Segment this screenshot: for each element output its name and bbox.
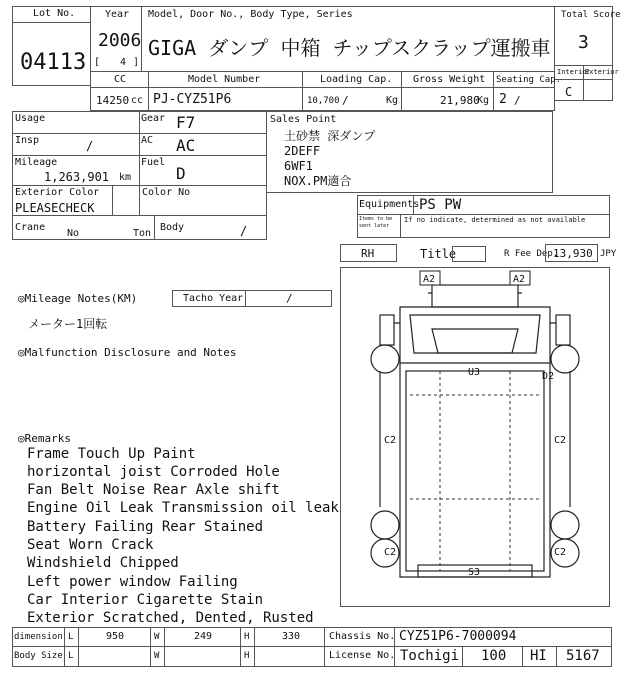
spec-div-2 <box>302 71 303 111</box>
sales-point-line-4: NOX.PM適合 <box>284 174 352 188</box>
mark-c2-right-low: C2 <box>554 547 567 558</box>
fuel-label: Fuel <box>141 157 166 168</box>
spec-div-4 <box>493 71 494 111</box>
crane-col <box>154 215 155 240</box>
rear-left-wheel-1 <box>371 511 399 539</box>
sales-point-label: Sales Point <box>270 114 337 125</box>
mark-a2-left: A2 <box>423 274 436 285</box>
tacho-label: Tacho Year <box>183 293 244 304</box>
dimension-label: dimension <box>14 632 63 642</box>
crane-unit: Ton <box>133 228 152 239</box>
dim-l-label: L <box>68 632 74 642</box>
license-label: License No. <box>329 650 396 661</box>
size-w-label: W <box>154 651 160 661</box>
sales-point-line-1: 土砂禁 深ダンプ <box>284 129 376 143</box>
cc-label: CC <box>114 74 127 85</box>
body-label: Body <box>160 222 185 233</box>
dim-col-7 <box>324 627 325 667</box>
mark-c2-left-low: C2 <box>384 547 397 558</box>
mileage-notes-label: ◎Mileage Notes(KM) <box>18 292 138 305</box>
items-later-note: If no indicate, determined as not available <box>404 216 586 224</box>
remark-1: Frame Touch Up Paint <box>27 446 196 462</box>
loading-cap: 10,700 <box>307 96 340 106</box>
dim-col-3 <box>150 627 151 667</box>
crane: No <box>67 228 80 239</box>
chassis-label: Chassis No. <box>329 631 396 642</box>
insp-label: Insp <box>15 135 40 146</box>
usage-label: Usage <box>15 113 46 124</box>
dim-col-2 <box>78 627 79 667</box>
total-score-label: Total Score <box>561 10 621 20</box>
mileage-note: メーター1回転 <box>28 317 108 331</box>
remark-9: Car Interior Cigarette Stain <box>27 592 264 608</box>
dim-col-6 <box>254 627 255 667</box>
lic-col-1 <box>462 646 463 667</box>
truck-diagram <box>340 267 610 607</box>
total-score: 3 <box>578 32 589 53</box>
seating-cap: 2 <box>499 92 507 107</box>
license-number: 5167 <box>566 648 600 664</box>
year-value: 2006 <box>98 30 142 51</box>
details-col <box>139 111 140 216</box>
mark-c2-right-mid: C2 <box>554 435 567 446</box>
tacho-value: / <box>286 292 293 305</box>
items-later-label-2: sent later <box>359 223 390 229</box>
dim-l: 950 <box>106 631 125 642</box>
insp: / <box>86 139 94 153</box>
lic-col-2 <box>522 646 523 667</box>
gross-weight-label: Gross Weight <box>413 74 486 85</box>
front-left-wheel <box>371 345 399 373</box>
dim-w-label: W <box>154 632 160 642</box>
color-no-label: Color No <box>142 187 191 198</box>
remark-4: Engine Oil Leak Transmission oil leak <box>27 500 339 516</box>
exterior-label: Exterior <box>585 68 619 76</box>
cc-value: 14250 <box>96 94 130 107</box>
spec-div-3 <box>401 71 402 111</box>
tacho-divider <box>245 290 246 307</box>
remark-7: Windshield Chipped <box>27 555 179 571</box>
gear: F7 <box>176 113 196 132</box>
remark-5: Battery Failing Rear Stained <box>27 519 264 535</box>
size-l-label: L <box>68 651 74 661</box>
right-mirror <box>556 315 570 345</box>
mark-s3: S3 <box>468 567 481 578</box>
mark-a2-right: A2 <box>513 274 526 285</box>
windshield <box>410 315 540 353</box>
remark-2: horizontal joist Corroded Hole <box>27 464 280 480</box>
rear-right-wheel-1 <box>551 511 579 539</box>
size-h-label: H <box>244 651 250 661</box>
r-fee-unit: JPY <box>600 249 617 259</box>
gear-label: Gear <box>141 113 166 124</box>
ac-label: AC <box>141 135 154 146</box>
title-value-box <box>452 246 486 262</box>
model-name: GIGA ダンプ 中箱 チップスクラップ運搬車 <box>148 36 551 60</box>
model-number-label: Model Number <box>188 74 261 85</box>
year-bracket-open: [ <box>94 57 101 68</box>
mileage: 1,263,901 <box>44 170 110 184</box>
details-col-small <box>112 185 113 216</box>
crane-label: Crane <box>15 222 46 233</box>
sales-point-line-3: 6WF1 <box>284 159 313 173</box>
mileage-label: Mileage <box>15 157 58 168</box>
remarks-label: ◎Remarks <box>18 432 71 445</box>
cargo-grid <box>410 371 540 571</box>
body-size-label: Body Size <box>14 651 63 661</box>
fuel: D <box>176 164 186 183</box>
remark-10: Exterior Scratched, Dented, Rusted <box>27 610 314 626</box>
dim-h: 330 <box>282 631 301 642</box>
seating-cap-label: Seating Cap. <box>496 75 562 85</box>
chassis-no: CYZ51P6-7000094 <box>399 629 517 644</box>
items-later-label-1: Items to be <box>359 216 393 222</box>
remark-8: Left power window Failing <box>27 574 238 590</box>
front-right-wheel <box>551 345 579 373</box>
model-number: PJ-CYZ51P6 <box>153 92 232 107</box>
spec-div-1 <box>148 71 149 111</box>
cab-inner <box>432 329 518 353</box>
mileage-unit: km <box>119 172 132 183</box>
loading-cap-label: Loading Cap. <box>320 74 393 85</box>
gross-weight-unit: Kg <box>477 95 490 106</box>
sales-point-line-2: 2DEFF <box>284 144 321 158</box>
interior-score: C <box>565 85 573 99</box>
cab-roof <box>432 285 518 307</box>
year-bracket-close: ] <box>133 57 140 68</box>
dim-col-1 <box>64 627 65 667</box>
loading-cap-unit: Kg <box>386 95 399 106</box>
lot-no: 04113 <box>20 50 87 75</box>
cargo-bed <box>406 371 544 571</box>
dim-col-4 <box>164 627 165 667</box>
lot-no-label: Lot No. <box>33 8 76 19</box>
exterior-color-label: Exterior Color <box>15 187 100 198</box>
body: / <box>240 224 248 238</box>
r-fee-label: R Fee Dep. <box>504 249 559 259</box>
license-region: Tochigi <box>400 648 460 664</box>
dim-col-5 <box>240 627 241 667</box>
r-fee: 13,930 <box>553 247 593 260</box>
mark-c2-left-mid: C2 <box>384 435 397 446</box>
equipments-label: Equipments <box>359 199 420 210</box>
ac: AC <box>176 136 196 155</box>
left-mirror <box>380 315 394 345</box>
drive-side: RH <box>361 247 375 260</box>
equipments: PS PW <box>419 197 462 213</box>
cc-unit: cc <box>131 95 144 106</box>
gross-weight: 21,980 <box>440 94 480 107</box>
mark-u3: U3 <box>468 367 481 378</box>
remark-6: Seat Worn Crack <box>27 537 154 553</box>
loading-cap-sep: / <box>342 94 349 107</box>
mark-d2: D2 <box>542 371 555 382</box>
year-label: Year <box>105 9 130 20</box>
year-sub: 4 <box>120 57 127 68</box>
dim-h-label: H <box>244 632 250 642</box>
lic-col-3 <box>556 646 557 667</box>
side-rails <box>380 371 570 507</box>
dim-w: 249 <box>194 631 213 642</box>
remark-3: Fan Belt Noise Rear Axle shift <box>27 482 280 498</box>
model-label: Model, Door No., Body Type, Series <box>148 9 353 20</box>
exterior-color: PLEASECHECK <box>15 201 95 215</box>
seating-cap-sep: / <box>514 94 521 107</box>
interior-label: Interior <box>557 68 591 76</box>
license-kana: HI <box>530 648 547 664</box>
malfunction-label: ◎Malfunction Disclosure and Notes <box>18 346 237 359</box>
license-class: 100 <box>481 648 507 664</box>
title-label: Title <box>420 247 457 261</box>
